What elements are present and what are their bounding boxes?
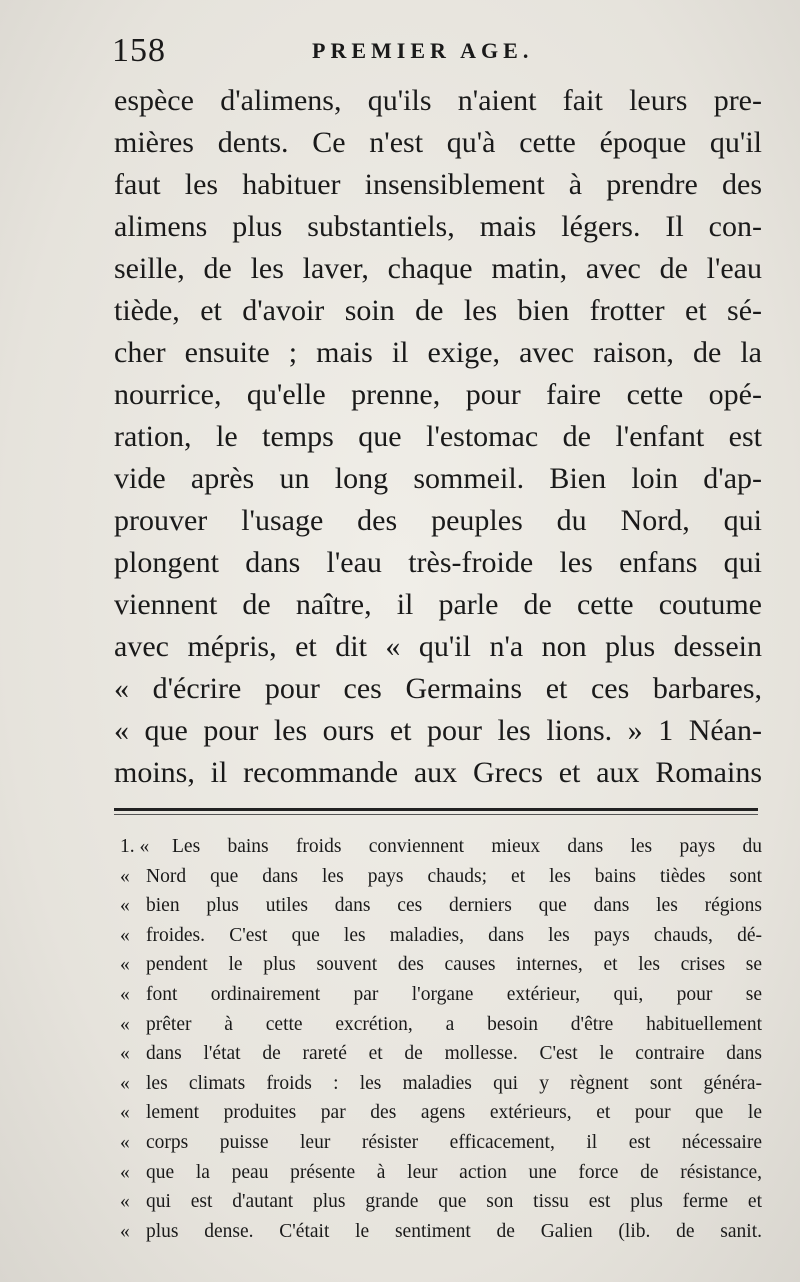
page-number: 158 (112, 32, 166, 69)
footnote-line (120, 1187, 762, 1217)
footnote-line (120, 862, 762, 892)
page-header (112, 32, 762, 72)
body-line: « que pour les ours et pour les lions. » 1 Néan- (114, 714, 762, 747)
footnote-text: froides. C'est que les maladies, dans les pays chauds, dé- (146, 924, 762, 946)
footnote-marker: 1. « (120, 836, 150, 857)
quote-marker: « (120, 954, 130, 976)
quote-marker: « (120, 865, 130, 887)
body-line: seille, de les laver, chaque matin, avec de l'eau (114, 252, 762, 285)
footnotes (120, 832, 762, 1246)
footnote-text: Nord que dans les pays chauds; et les bains tièdes sont (146, 865, 762, 887)
body-line: tiède, et d'avoir soin de les bien frotter et sé- (114, 294, 762, 327)
footnote-line (120, 1098, 762, 1128)
footnote-line (120, 921, 762, 951)
footnote-line (120, 1158, 762, 1188)
body-line: prouver l'usage des peuples du Nord, qui (114, 504, 762, 537)
footnote-text: que la peau présente à leur action une force de résistance, (146, 1161, 762, 1183)
body-line: « d'écrire pour ces Germains et ces barbares, (114, 672, 762, 705)
footnote-line (120, 1217, 762, 1247)
quote-marker: « (120, 895, 130, 917)
quote-marker: « (120, 1043, 130, 1065)
footnote-text: bien plus utiles dans ces derniers que dans les régions (146, 895, 762, 917)
footnote-line (120, 891, 762, 921)
body-line: plongent dans l'eau très-froide les enfans qui (114, 546, 762, 579)
footnote-line (120, 1039, 762, 1069)
body-text (114, 80, 762, 794)
footnote-line (120, 832, 762, 862)
footnote-line (120, 1010, 762, 1040)
footnote-text: les climats froids : les maladies qui y règnent sont généra- (146, 1072, 762, 1094)
footnote-text: lement produites par des agens extérieurs, et pour que le (146, 1102, 762, 1124)
body-line: vide après un long sommeil. Bien loin d'ap- (114, 462, 762, 495)
footnote-text: Les bains froids conviennent mieux dans les pays du (172, 836, 762, 857)
quote-marker: « (120, 1220, 130, 1242)
body-line: moins, il recommande aux Grecs et aux Romains (114, 756, 762, 789)
footnote-separator-thin (114, 814, 758, 815)
body-line: ration, le temps que l'estomac de l'enfant est (114, 420, 762, 453)
running-head: PREMIER AGE. (312, 38, 534, 63)
footnote-separator (114, 808, 758, 811)
quote-marker: « (120, 1013, 130, 1035)
footnote-line (120, 980, 762, 1010)
quote-marker: « (120, 924, 130, 946)
quote-marker: « (120, 1131, 130, 1153)
footnote-line (120, 1069, 762, 1099)
footnote-text: qui est d'autant plus grande que son tissu est plus ferme et (146, 1191, 762, 1213)
body-line: avec mépris, et dit « qu'il n'a non plus dessein (114, 630, 762, 663)
body-line: alimens plus substantiels, mais légers. Il con- (114, 210, 762, 243)
footnote-line (120, 1128, 762, 1158)
body-line: viennent de naître, il parle de cette coutume (114, 588, 762, 621)
quote-marker: « (120, 1102, 130, 1124)
quote-marker: « (120, 1072, 130, 1094)
footnote-text: pendent le plus souvent des causes internes, et les crises se (146, 954, 762, 976)
footnote-text: plus dense. C'était le sentiment de Galien (lib. de sanit. (146, 1220, 762, 1242)
body-line: cher ensuite ; mais il exige, avec raison, de la (114, 336, 762, 369)
body-line: espèce d'alimens, qu'ils n'aient fait leurs pre- (114, 84, 762, 117)
footnote-text: corps puisse leur résister efficacement, il est nécessaire (146, 1131, 762, 1153)
footnote-text: dans l'état de rareté et de mollesse. C'est le contraire dans (146, 1043, 762, 1065)
footnote-line (120, 950, 762, 980)
body-line: mières dents. Ce n'est qu'à cette époque qu'il (114, 126, 762, 159)
quote-marker: « (120, 1191, 130, 1213)
footnote-text: font ordinairement par l'organe extérieur, qui, pour se (146, 983, 762, 1005)
quote-marker: « (120, 983, 130, 1005)
body-line: faut les habituer insensiblement à prendre des (114, 168, 762, 201)
body-line: nourrice, qu'elle prenne, pour faire cette opé- (114, 378, 762, 411)
quote-marker: « (120, 1161, 130, 1183)
footnote-text: prêter à cette excrétion, a besoin d'être habituellement (146, 1013, 762, 1035)
